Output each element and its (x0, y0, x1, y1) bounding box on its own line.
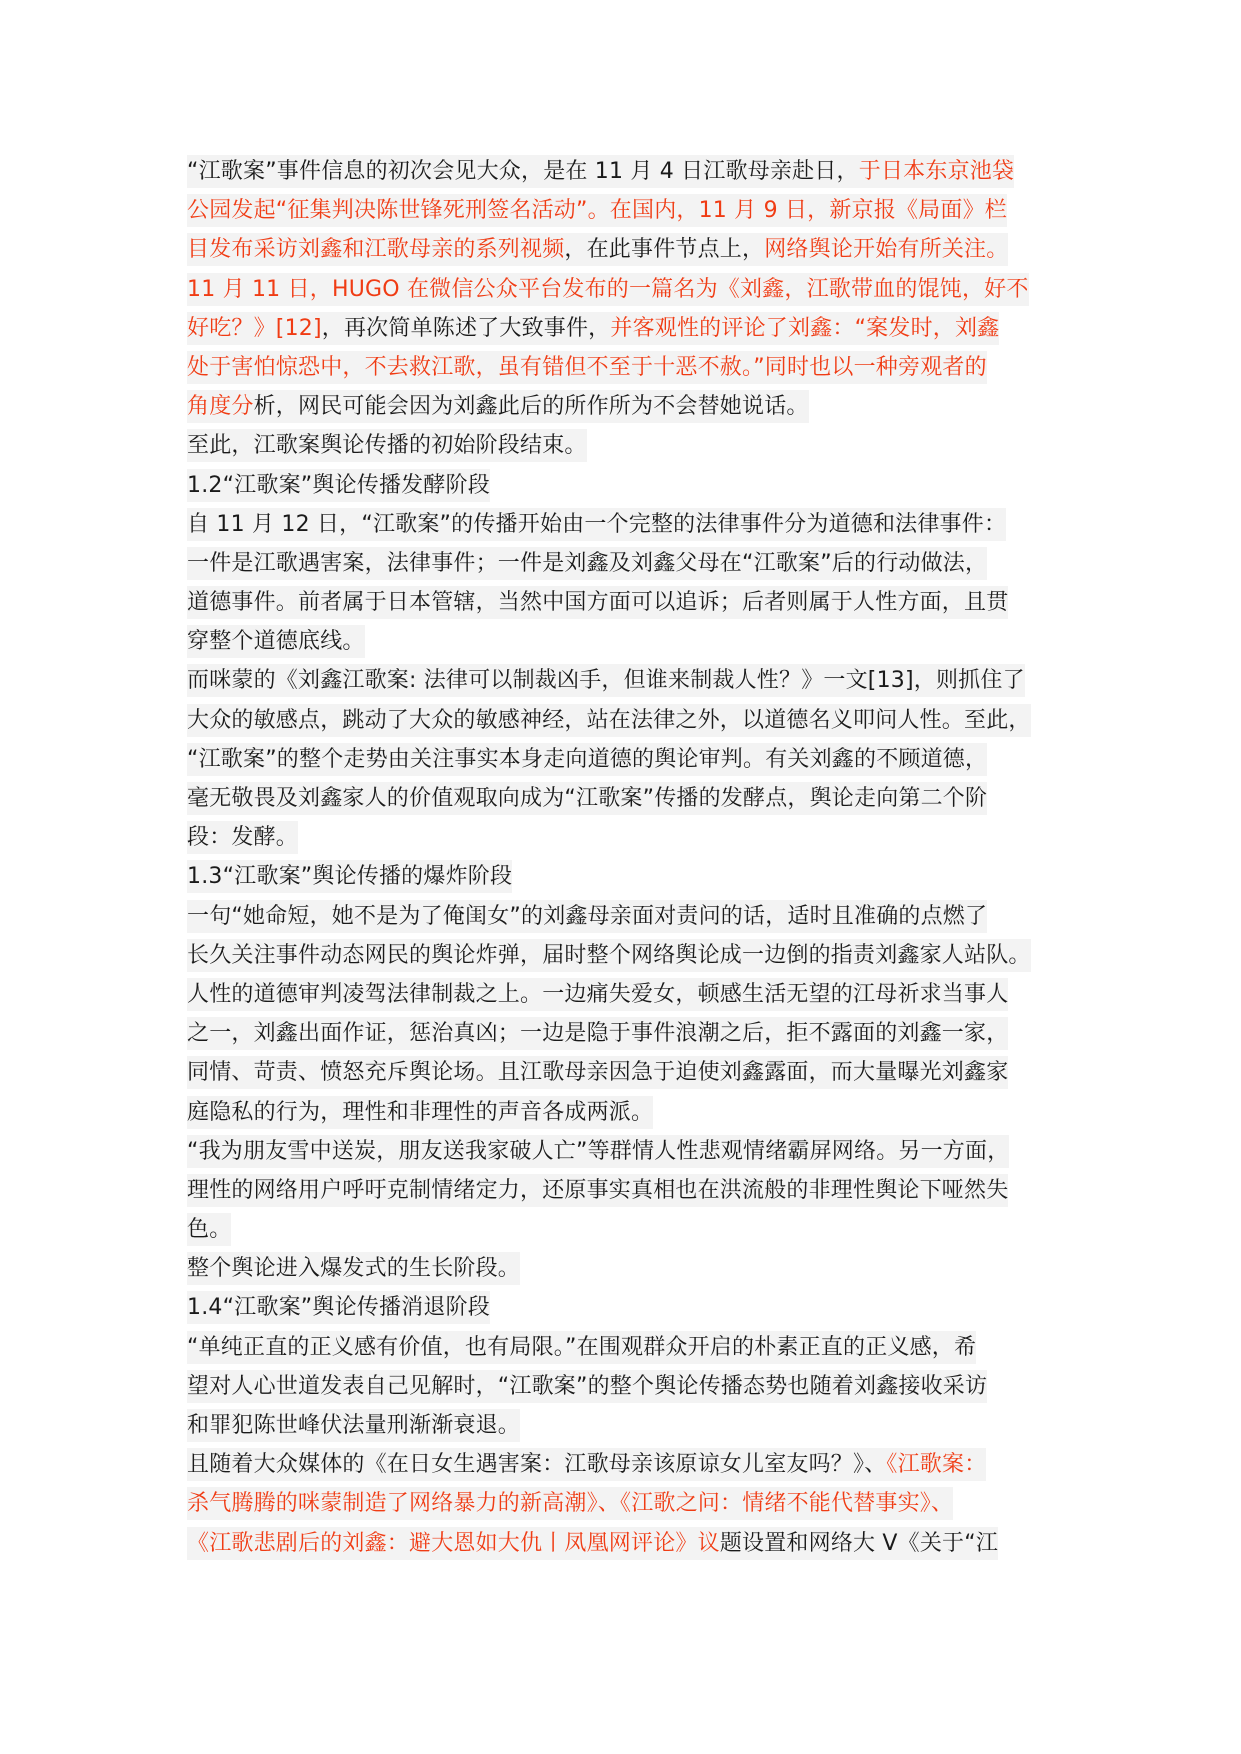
text-line (187, 1445, 1067, 1484)
body-text: 大众的敏感点，跳动了大众的敏感神经，站在法律之外，以道德名义叩问人性。至此， (187, 704, 1031, 737)
body-text: “单纯正直的正义感有价值，也有局限。”在围观群众开启的朴素正直的正义感，希 (187, 1331, 976, 1364)
text-line (187, 1524, 1067, 1563)
text-line (187, 1171, 1067, 1210)
body-text: 庭隐私的行为，理性和非理性的声音各成两派。 (187, 1096, 653, 1129)
body-text: 色。 (187, 1213, 231, 1246)
body-text: 人性的道德审判凌驾法律制裁之上。一边痛失爱女，顿感生活无望的江母祈求当事人 (187, 978, 1008, 1011)
text-line (187, 740, 1067, 779)
highlighted-text: 好吃？》[12] (187, 312, 322, 345)
body-text: 自 11 月 12 日，“江歌案”的传播开始由一个完整的法律事件分为道德和法律事件： (187, 508, 1006, 541)
body-text: 之一，刘鑫出面作证，惩治真凶；一边是隐于事件浪潮之后，拒不露面的刘鑫一家， (187, 1017, 1008, 1050)
highlighted-text: 于日本东京池袋 (859, 155, 1014, 188)
body-text: 整个舆论进入爆发式的生长阶段。 (187, 1252, 520, 1285)
body-text: 一件是江歌遇害案，法律事件；一件是刘鑫及刘鑫父母在“江歌案”后的行动做法， (187, 547, 987, 580)
text-line (187, 1093, 1067, 1132)
document-body (187, 152, 1067, 1563)
text-line (187, 348, 1067, 387)
text-line (187, 1328, 1067, 1367)
text-line (187, 583, 1067, 622)
text-line (187, 701, 1067, 740)
text-line (187, 387, 1067, 426)
text-line (187, 897, 1067, 936)
body-text: 和罪犯陈世峰伏法量刑渐渐衰退。 (187, 1409, 520, 1442)
highlighted-text: 目发布采访刘鑫和江歌母亲的系列视频 (187, 233, 564, 266)
text-line (187, 230, 1067, 269)
body-text: 长久关注事件动态网民的舆论炸弹，届时整个网络舆论成一边倒的指责刘鑫家人站队。 (187, 939, 1031, 972)
text-line (187, 270, 1067, 309)
text-line (187, 426, 1067, 465)
text-line (187, 466, 1067, 505)
body-text: 而咪蒙的《刘鑫江歌案: 法律可以制裁凶手，但谁来制裁人性？》一文[13]，则抓住了 (187, 664, 1025, 697)
body-text: 1.2“江歌案”舆论传播发酵阶段 (187, 469, 490, 502)
text-line (187, 975, 1067, 1014)
body-text: 毫无敬畏及刘鑫家人的价值观取向成为“江歌案”传播的发酵点，舆论走向第二个阶 (187, 782, 987, 815)
text-line (187, 1014, 1067, 1053)
highlighted-text: 《江歌悲剧后的刘鑫：避大恩如大仇丨凤凰网评论》议 (187, 1527, 720, 1560)
text-line (187, 1288, 1067, 1327)
body-text: 段：发酵。 (187, 821, 298, 854)
highlighted-text: 11 月 11 日，HUGO 在微信公众平台发布的一篇名为《刘鑫，江歌带血的馄饨，好不 (187, 273, 1029, 306)
text-line (187, 1406, 1067, 1445)
text-line (187, 544, 1067, 583)
text-line (187, 818, 1067, 857)
body-text: 穿整个道德底线。 (187, 625, 365, 658)
text-line (187, 622, 1067, 661)
body-text: “江歌案”的整个走势由关注事实本身走向道德的舆论审判。有关刘鑫的不顾道德， (187, 743, 987, 776)
text-line (187, 1053, 1067, 1092)
text-line (187, 1367, 1067, 1406)
body-text: 至此，江歌案舆论传播的初始阶段结束。 (187, 429, 587, 462)
highlighted-text: 公园发起“征集判决陈世锋死刑签名活动”。在国内，11 月 9 日，新京报《局面》栏 (187, 194, 1007, 227)
body-text: “江歌案”事件信息的初次会见大众，是在 11 月 4 日江歌母亲赴日， (187, 155, 859, 188)
text-line (187, 1484, 1067, 1523)
body-text: 望对人心世道发表自己见解时，“江歌案”的整个舆论传播态势也随着刘鑫接收采访 (187, 1370, 987, 1403)
body-text: “我为朋友雪中送炭，朋友送我家破人亡”等群情人性悲观情绪霸屏网络。另一方面， (187, 1135, 1009, 1168)
body-text: 1.3“江歌案”舆论传播的爆炸阶段 (187, 860, 512, 893)
body-text: ，再次简单陈述了大致事件， (322, 312, 611, 345)
text-line (187, 1210, 1067, 1249)
text-line (187, 936, 1067, 975)
text-line (187, 191, 1067, 230)
body-text: 同情、苛责、愤怒充斥舆论场。且江歌母亲因急于迫使刘鑫露面，而大量曝光刘鑫家 (187, 1056, 1008, 1089)
highlighted-text: 网络舆论开始有所关注。 (764, 233, 1008, 266)
text-line (187, 779, 1067, 818)
text-line (187, 309, 1067, 348)
text-line (187, 857, 1067, 896)
body-text: 理性的网络用户呼吁克制情绪定力，还原事实真相也在洪流般的非理性舆论下哑然失 (187, 1174, 1008, 1207)
body-text: 一句“她命短，她不是为了俺闺女”的刘鑫母亲面对责问的话，适时且准确的点燃了 (187, 900, 987, 933)
highlighted-text: 并客观性的评论了刘鑫：“案发时，刘鑫 (610, 312, 999, 345)
text-line (187, 661, 1067, 700)
text-line (187, 152, 1067, 191)
text-line (187, 505, 1067, 544)
highlighted-text: 《江歌案： (886, 1448, 986, 1481)
body-text: 题设置和网络大 V《关于“江 (720, 1527, 998, 1560)
highlighted-text: 角度分 (187, 390, 254, 423)
body-text: 1.4“江歌案”舆论传播消退阶段 (187, 1291, 490, 1324)
body-text: 道德事件。前者属于日本管辖，当然中国方面可以追诉；后者则属于人性方面，且贯 (187, 586, 1008, 619)
body-text: ，在此事件节点上， (564, 233, 764, 266)
highlighted-text: 处于害怕惊恐中，不去救江歌，虽有错但不至于十恶不赦。”同时也以一种旁观者的 (187, 351, 987, 384)
highlighted-text: 杀气腾腾的咪蒙制造了网络暴力的新高潮》、《江歌之问：情绪不能代替事实》、 (187, 1487, 953, 1520)
body-text: 析，网民可能会因为刘鑫此后的所作所为不会替她说话。 (254, 390, 809, 423)
text-line (187, 1249, 1067, 1288)
text-line (187, 1132, 1067, 1171)
body-text: 且随着大众媒体的《在日女生遇害案：江歌母亲该原谅女儿室友吗？》、 (187, 1448, 886, 1481)
